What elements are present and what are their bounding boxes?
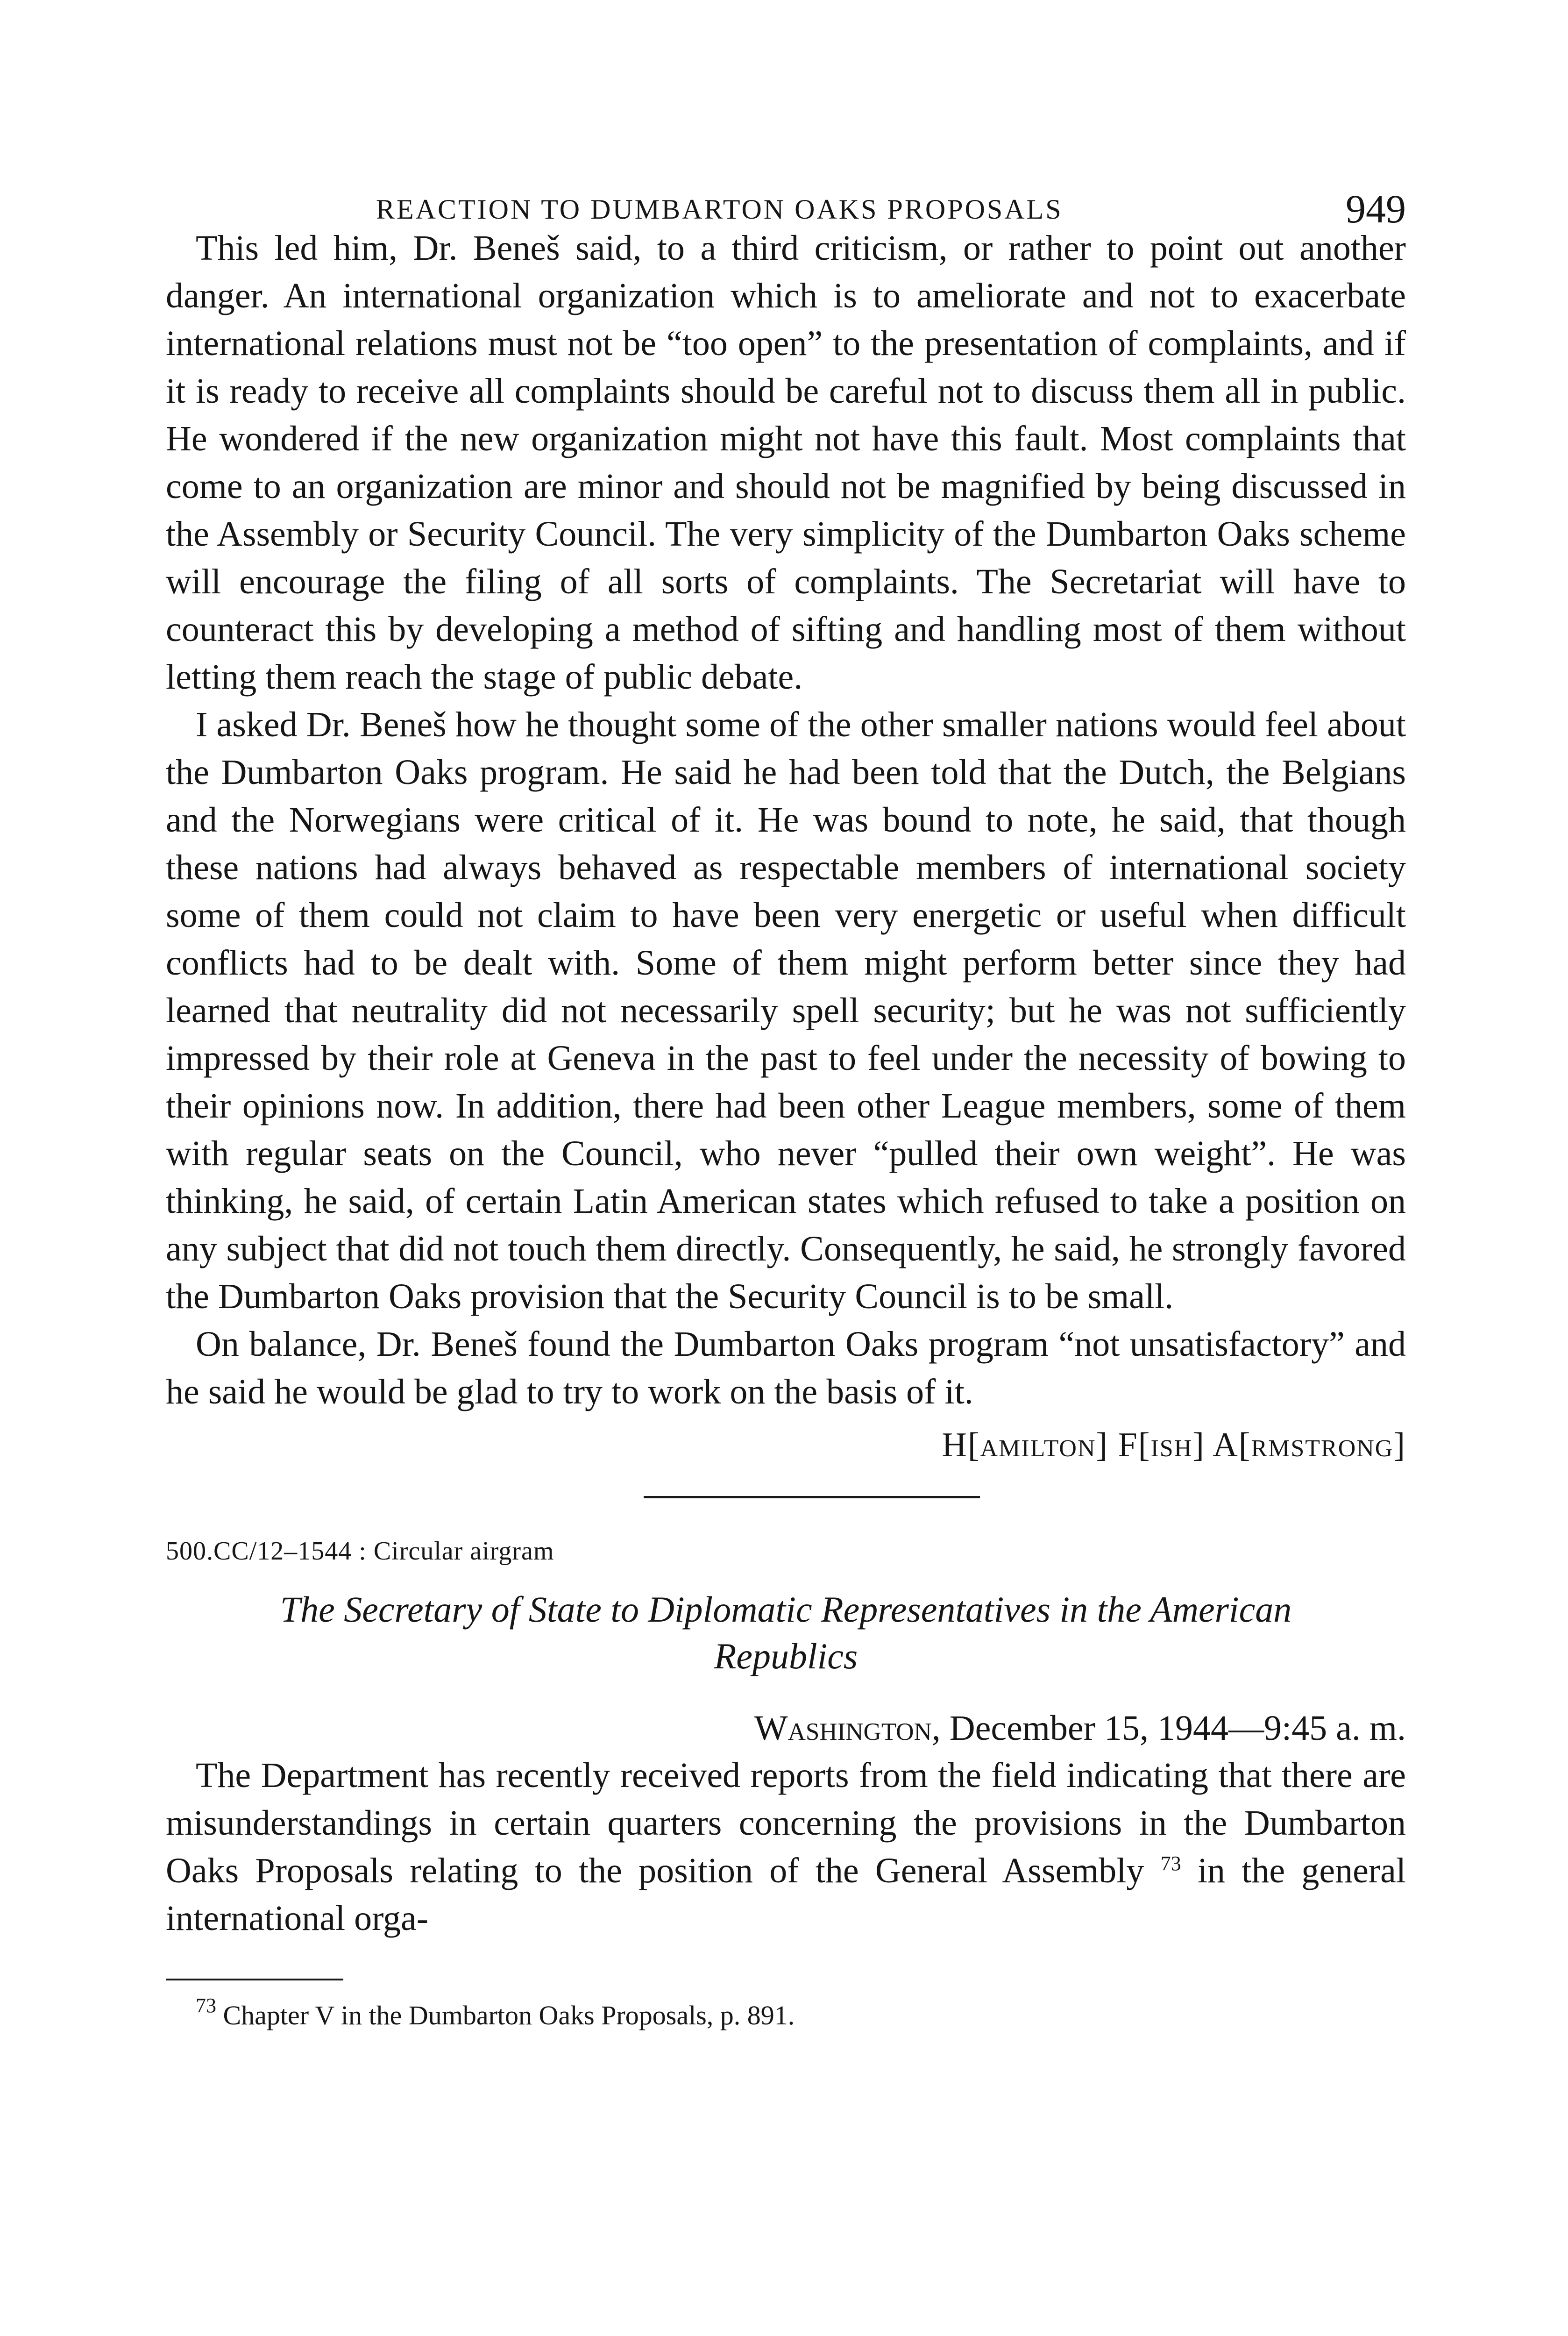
document-title: The Secretary of State to Diplomatic Representatives in the American Republics (280, 1589, 1292, 1676)
paragraph-3: On balance, Dr. Beneš found the Dumbarton Oaks program “not unsatisfactory” and he said he would be glad to try to work on the basis of it. (166, 1325, 1406, 1411)
paragraph-1: This led him, Dr. Beneš said, to a third criticism, or rather to point out another danger. An international organization which is to ameliorate and not to exacerbate international relations must not be “too open” to the presentation of complaints, and if it is ready to receive all complaints should be careful not to discuss them all in public. He wondered if the new organization might not have this fault. Most complaints that come to an organization are minor and should not be magnified by being discussed in the Assembly or Security Council. The very simplicity of the Dumbarton Oaks scheme will encourage the filing of all sorts of complaints. The Secretariat will have to counteract this by developing a method of sifting and handling most of them without letting them reach the stage of public debate. (166, 228, 1406, 697)
airgram-text-before-note: The Department has recently received reports from the field indicating that there are misunderstandings in certain quarters concerning the provisions in the Dumbarton Oaks Proposals relating to the position of the General Assembly (166, 1756, 1406, 1890)
airgram-paragraph (166, 1752, 1406, 1942)
document-page (166, 154, 1406, 2032)
footnote (166, 1994, 1406, 2032)
page-number: 949 (1346, 186, 1406, 231)
running-header (166, 154, 1406, 231)
signature: H[amilton] F[ish] A[rmstrong] (942, 1426, 1406, 1464)
footnote-divider (166, 1979, 343, 1980)
dateline-date: December 15, 1944—9:45 a. m. (949, 1709, 1406, 1748)
footnote-reference: 73 (1160, 1852, 1181, 1875)
footnote-marker: 73 (196, 1994, 216, 2017)
running-title: REACTION TO DUMBARTON OAKS PROPOSALS (376, 194, 1063, 225)
file-reference: 500.CC/12–1544 : Circular airgram (166, 1537, 554, 1566)
section-divider (644, 1496, 980, 1498)
dateline-place: Washington, (754, 1709, 941, 1748)
footnote-text: Chapter V in the Dumbarton Oaks Proposals, p. 891. (223, 2000, 795, 2030)
paragraph-2: I asked Dr. Beneš how he thought some of the other smaller nations would feel about the Dumbarton Oaks program. He said he had been told that the Dutch, the Belgians and the Norwegians were critical of it. He was bound to note, he said, that though these nations had always behaved as respectable members of international society some of them could not claim to have been very energetic or useful when difficult conflicts had to be dealt with. Some of them might perform better since they had learned that neutrality did not necessarily spell security; but he was not sufficiently impressed by their role at Geneva in the past to feel under the necessity of bowing to their opinions now. In addition, there had been other League members, some of them with regular seats on the Council, who never “pulled their own weight”. He was thinking, he said, of certain Latin American states which refused to take a position on any subject that did not touch them directly. Consequently, he said, he strongly favored the Dumbarton Oaks provision that the Security Council is to be small. (166, 705, 1406, 1316)
dateline (166, 1705, 1406, 1752)
airgram-text-after-note: in the general international orga- (166, 1851, 1406, 1938)
